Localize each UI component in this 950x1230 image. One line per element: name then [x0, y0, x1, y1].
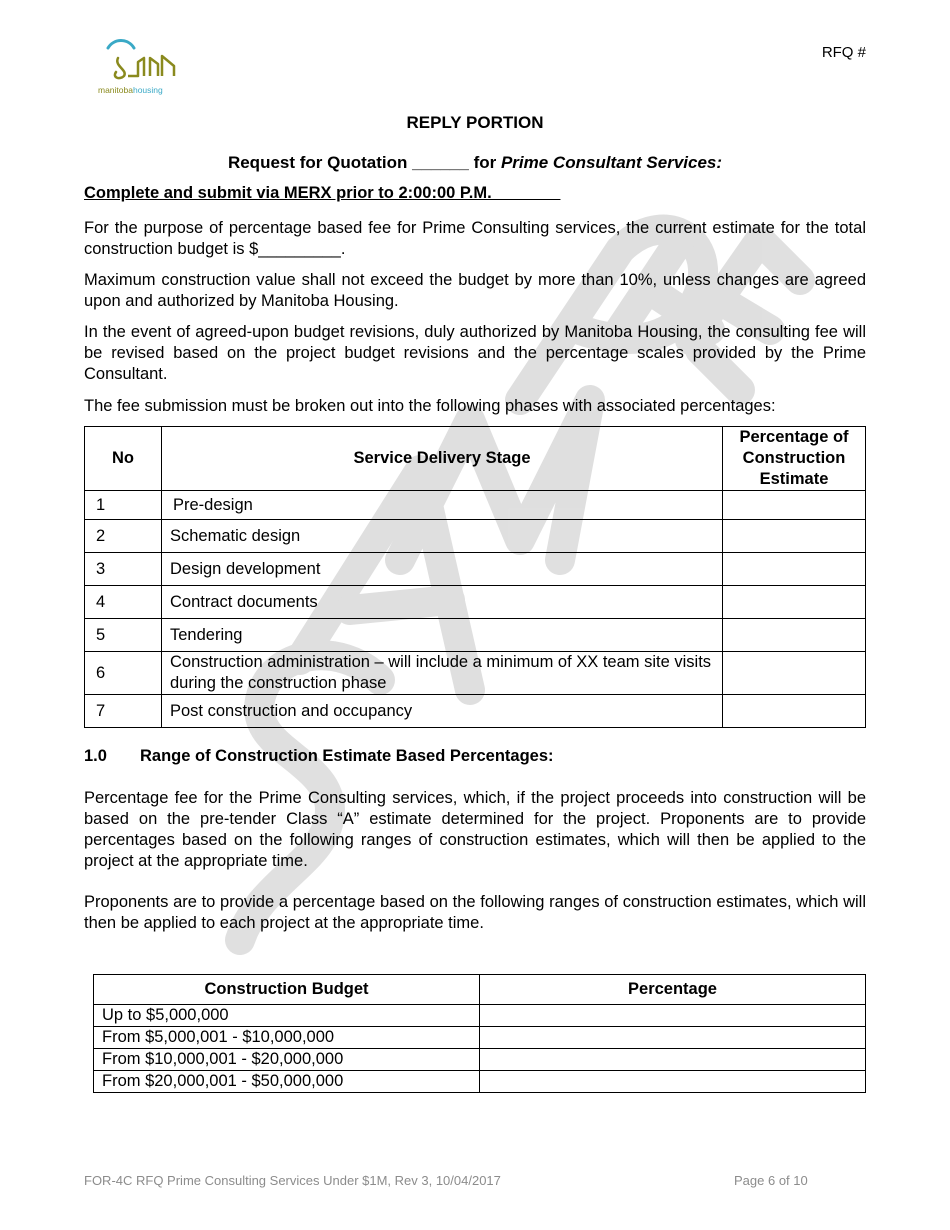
- paragraph-fee-phases: The fee submission must be broken out into the following phases with associated percentages:: [84, 397, 776, 415]
- table-row: 2 Schematic design: [85, 520, 866, 553]
- percentage-cell[interactable]: [480, 1005, 866, 1027]
- column-header-no: No: [85, 427, 162, 491]
- paragraph-budget-estimate: For the purpose of percentage based fee for Prime Consulting services, the current estimate for the total construction budget is $_________.: [84, 219, 866, 258]
- logo-wordmark: manitobahousing: [98, 85, 163, 95]
- column-header-percentage: Percentage: [480, 975, 866, 1005]
- percentage-cell[interactable]: [723, 520, 866, 553]
- page-subtitle: Request for Quotation ______ for Prime Consultant Services:: [227, 153, 723, 172]
- section-heading: 1.0 Range of Construction Estimate Based Percentages:: [84, 747, 554, 765]
- table-row: Up to $5,000,000: [94, 1005, 866, 1027]
- paragraph-percentage-fee: Percentage fee for the Prime Consulting services, which, if the project proceeds into construction will be based on the pre-tender Class “A” estimate determined for the project. Proponents are to provide percentages based on the following ranges of construction estimates, which will then be applied to the project at the appropriate time.: [84, 789, 866, 870]
- paragraph-proponents: Proponents are to provide a percentage based on the following ranges of construction estimates, which will then be applied to each project at the appropriate time.: [84, 893, 866, 932]
- column-header-budget: Construction Budget: [94, 975, 480, 1005]
- rfq-number-label: RFQ #: [821, 44, 866, 61]
- house-logo-icon: [98, 36, 178, 84]
- column-header-percentage: Percentage of Construction Estimate: [723, 427, 866, 491]
- table-row: From $5,000,001 - $10,000,000: [94, 1027, 866, 1049]
- percentage-cell[interactable]: [723, 695, 866, 728]
- table-row: From $20,000,001 - $50,000,000: [94, 1071, 866, 1093]
- phase-fee-table: [84, 426, 866, 728]
- table-row: From $10,000,001 - $20,000,000: [94, 1049, 866, 1071]
- table-row: 6 Construction administration – will include a minimum of XX team site visits during the construction phase: [85, 652, 866, 695]
- paragraph-max-value: Maximum construction value shall not exceed the budget by more than 10%, unless changes are agreed upon and authorized by Manitoba Housing.: [84, 271, 866, 310]
- percentage-cell[interactable]: [480, 1071, 866, 1093]
- paragraph-budget-revisions: In the event of agreed-upon budget revisions, duly authorized by Manitoba Housing, the consulting fee will be revised based on the project budget revisions and the percentage scales provided by the Prime Consultant.: [84, 323, 866, 383]
- percentage-cell[interactable]: [723, 652, 866, 695]
- submission-deadline: Complete and submit via MERX prior to 2:00:00 P.M.: [84, 184, 561, 202]
- manitoba-housing-logo: [98, 36, 178, 98]
- percentage-cell[interactable]: [723, 619, 866, 652]
- percentage-cell[interactable]: [723, 553, 866, 586]
- budget-percentage-table: [93, 974, 866, 1093]
- page-title: REPLY PORTION: [406, 113, 544, 132]
- footer-form-id: FOR-4C RFQ Prime Consulting Services Under $1M, Rev 3, 10/04/2017: [84, 1173, 501, 1188]
- percentage-cell[interactable]: [723, 491, 866, 520]
- table-header-row: [94, 975, 866, 1005]
- footer-page-number: Page 6 of 10: [734, 1173, 808, 1188]
- table-row: 5 Tendering: [85, 619, 866, 652]
- percentage-cell[interactable]: [723, 586, 866, 619]
- table-row: 1 Pre-design: [85, 491, 866, 520]
- table-header-row: [85, 427, 866, 491]
- column-header-stage: Service Delivery Stage: [162, 427, 723, 491]
- percentage-cell[interactable]: [480, 1027, 866, 1049]
- percentage-cell[interactable]: [480, 1049, 866, 1071]
- table-row: 3 Design development: [85, 553, 866, 586]
- table-row: 4 Contract documents: [85, 586, 866, 619]
- table-row: 7 Post construction and occupancy: [85, 695, 866, 728]
